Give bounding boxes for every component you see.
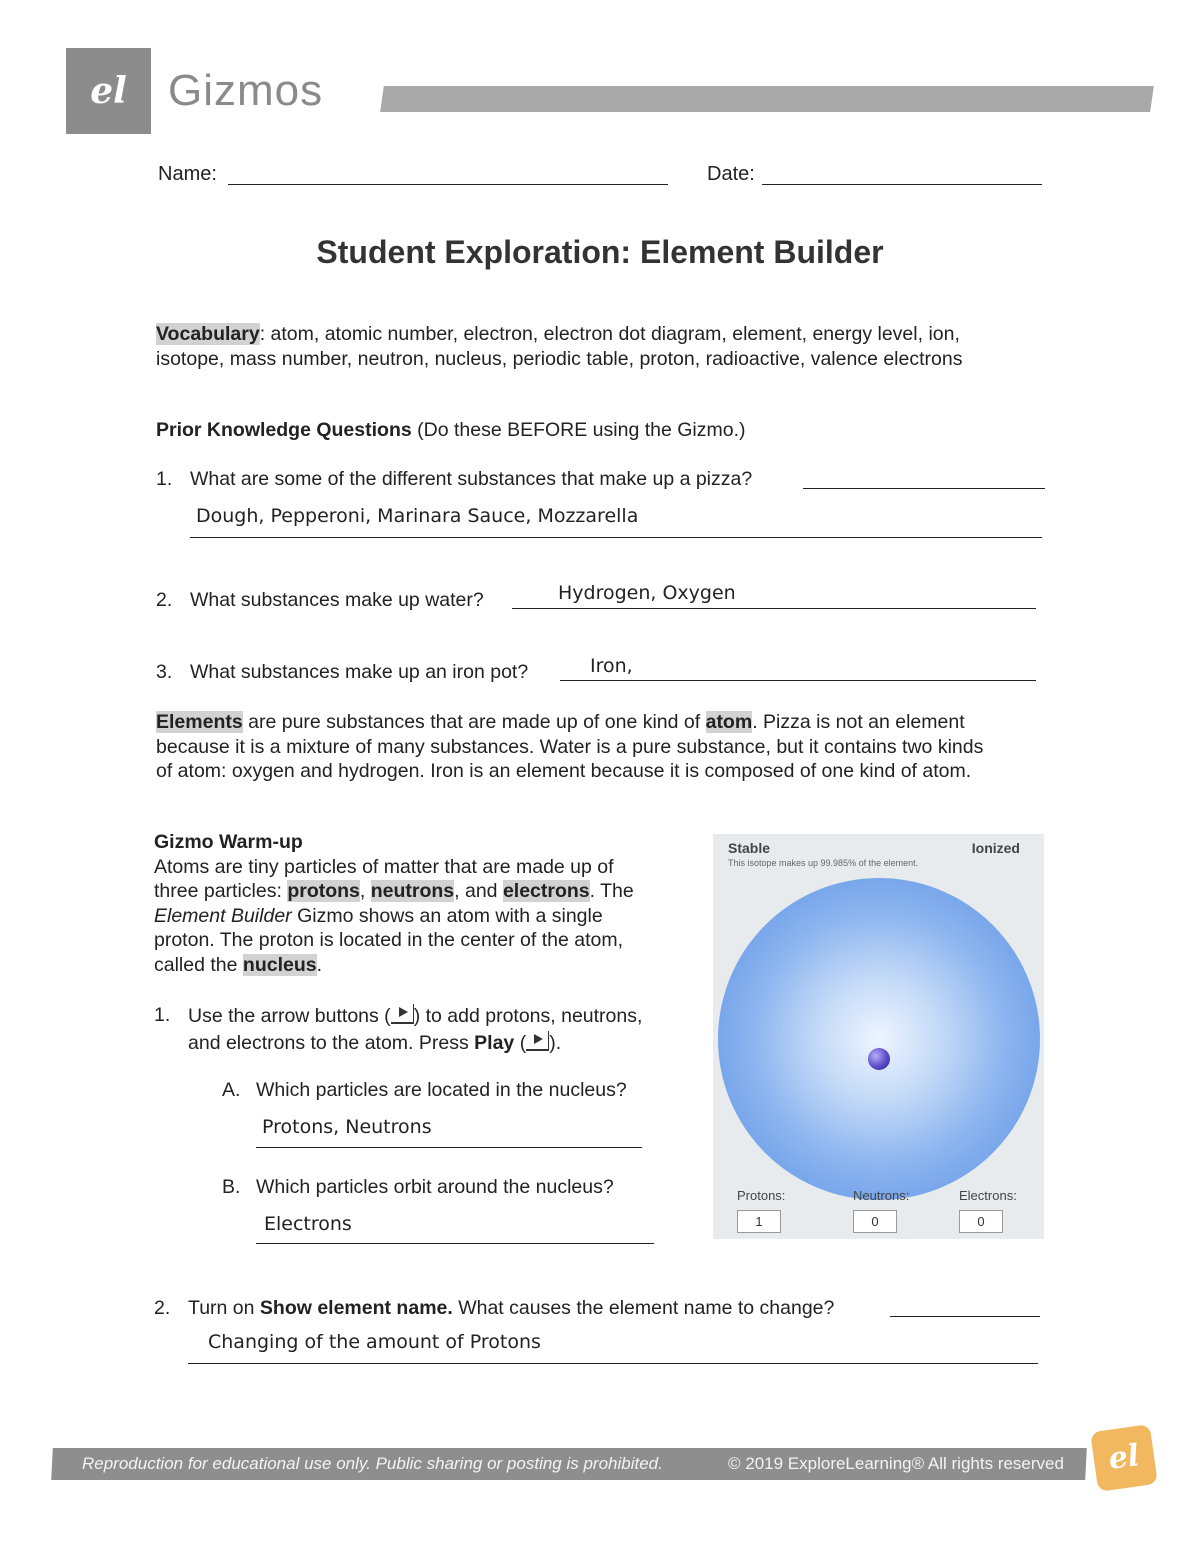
warmup-qa-text: Which particles are located in the nucleus?	[256, 1079, 627, 1101]
header-bar	[380, 86, 1154, 112]
elements-paragraph	[156, 710, 1056, 784]
prior-q1-number: 1.	[156, 468, 173, 490]
warmup-qb-answer-line	[256, 1243, 654, 1244]
play-label: Play	[474, 1032, 515, 1054]
warmup-qa-answer-line	[256, 1147, 642, 1148]
prior-q2-answer-line	[512, 608, 1036, 609]
isotope-note: This isotope makes up 99.985% of the element.	[728, 858, 919, 868]
prior-q2-answer[interactable]: Hydrogen, Oxygen	[558, 582, 736, 604]
element-builder-panel	[713, 834, 1044, 1239]
prior-q3-answer[interactable]: Iron,	[590, 655, 633, 677]
neutrons-label: Neutrons:	[853, 1188, 910, 1203]
warmup-q1-part-5: ).	[549, 1032, 562, 1054]
warmup-line-4: proton. The proton is located in the center of the atom,	[154, 929, 624, 951]
warmup-line-5: called the	[154, 953, 243, 976]
date-field[interactable]	[762, 184, 1042, 185]
warmup-qb-text: Which particles orbit around the nucleus?	[256, 1176, 614, 1198]
prior-q1-answer-line	[190, 537, 1042, 538]
term-atom: atom	[705, 711, 753, 733]
vocabulary-terms-1: : atom, atomic number, electron, electron dot diagram, element, energy level, ion,	[259, 323, 960, 345]
prior-q2-number: 2.	[156, 589, 173, 611]
vocabulary-label: Vocabulary	[156, 323, 260, 345]
stable-label: Stable	[728, 840, 771, 856]
warmup-intro	[154, 830, 694, 977]
warmup-qa-answer[interactable]: Protons, Neutrons	[262, 1116, 432, 1138]
prior-heading: Prior Knowledge Questions	[156, 419, 412, 441]
warmup-q2-answer[interactable]: Changing of the amount of Protons	[208, 1331, 541, 1353]
electrons-label: Electrons:	[959, 1188, 1017, 1203]
vocabulary	[156, 322, 1056, 371]
warmup-q2-blank[interactable]	[890, 1316, 1040, 1317]
term-nucleus: nucleus	[242, 953, 317, 976]
warmup-q1-part-4: (	[514, 1032, 527, 1054]
warmup-qb-answer[interactable]: Electrons	[264, 1213, 352, 1235]
date-label: Date:	[707, 163, 755, 185]
page-title: Student Exploration: Element Builder	[316, 234, 884, 270]
warmup-q1-part-1: Use the arrow buttons (	[188, 1005, 391, 1027]
name-field[interactable]	[228, 184, 668, 185]
term-neutrons: neutrons	[370, 880, 455, 902]
ionized-label: Ionized	[971, 840, 1020, 856]
prior-q1-text: What are some of the different substances that make up a pizza?	[190, 468, 753, 490]
footer-notice: Reproduction for educational use only. Public sharing or posting is prohibited.	[82, 1454, 663, 1473]
prior-q3-answer-line	[560, 680, 1036, 681]
show-element-name-label: Show element name.	[259, 1297, 453, 1319]
warmup-and: , and	[454, 880, 503, 902]
warmup-line-1: Atoms are tiny particles of matter that are made up of	[154, 855, 614, 878]
warmup-q1-number: 1.	[154, 1004, 171, 1026]
play-icon	[526, 1031, 549, 1051]
warmup-comma: ,	[359, 880, 371, 902]
prior-knowledge-heading	[156, 418, 746, 443]
warmup-q1-part-3: and electrons to the atom. Press	[188, 1032, 475, 1054]
elements-text-4: of atom: oxygen and hydrogen. Iron is an element because it is composed of one kind of atom.	[156, 760, 972, 782]
prior-q1-answer[interactable]: Dough, Pepperoni, Marinara Sauce, Mozzarella	[196, 505, 639, 527]
logo-mark: el	[90, 70, 127, 112]
term-elements: Elements	[156, 711, 243, 733]
gizmos-logo	[66, 48, 151, 134]
vocabulary-terms-2: isotope, mass number, neutron, nucleus, periodic table, proton, radioactive, valence electrons	[156, 347, 963, 370]
prior-q3-text: What substances make up an iron pot?	[190, 661, 529, 683]
warmup-qb-letter: B.	[222, 1176, 241, 1198]
arrow-button-icon	[391, 1004, 414, 1024]
elements-text-1: are pure substances that are made up of one kind of	[242, 711, 706, 733]
warmup-line-3: Gizmo shows an atom with a single	[291, 904, 603, 927]
neutrons-count[interactable]: 0	[853, 1210, 897, 1233]
warmup-q2-answer-line	[188, 1363, 1038, 1364]
warmup-q2-part-2: What causes the element name to change?	[452, 1297, 835, 1319]
name-label: Name:	[158, 163, 217, 185]
prior-note: (Do these BEFORE using the Gizmo.)	[411, 419, 746, 441]
warmup-line-5-end: .	[316, 953, 323, 976]
nucleus-proton	[868, 1048, 890, 1070]
footer-copyright: © 2019 ExploreLearning® All rights reserved	[728, 1454, 1064, 1473]
warmup-q2-text	[188, 1296, 834, 1321]
electrons-count[interactable]: 0	[959, 1210, 1003, 1233]
protons-label: Protons:	[737, 1188, 786, 1203]
prior-q2-text: What substances make up water?	[190, 589, 484, 611]
warmup-line-2: three particles:	[154, 880, 288, 902]
protons-count[interactable]: 1	[737, 1210, 781, 1233]
prior-q1-blank[interactable]	[803, 488, 1045, 489]
warmup-q1-part-2: ) to add protons, neutrons,	[413, 1005, 643, 1027]
warmup-heading: Gizmo Warm-up	[154, 831, 303, 853]
explorelearning-logo: el	[1090, 1424, 1158, 1492]
prior-q3-number: 3.	[156, 661, 173, 683]
warmup-line-2-end: . The	[589, 880, 634, 902]
term-protons: protons	[287, 880, 360, 902]
brand-name: Gizmos	[168, 66, 324, 115]
electron-cloud	[718, 878, 1040, 1200]
gizmo-name: Element Builder	[154, 904, 292, 927]
term-electrons: electrons	[502, 880, 590, 902]
warmup-q2-number: 2.	[154, 1297, 171, 1319]
warmup-q1-text	[188, 1003, 708, 1057]
warmup-q2-part-1: Turn on	[188, 1297, 260, 1319]
elements-text-2: . Pizza is not an element	[752, 711, 965, 733]
elements-text-3: because it is a mixture of many substances. Water is a pure substance, but it contains two kinds	[156, 735, 984, 758]
warmup-qa-letter: A.	[222, 1079, 241, 1101]
